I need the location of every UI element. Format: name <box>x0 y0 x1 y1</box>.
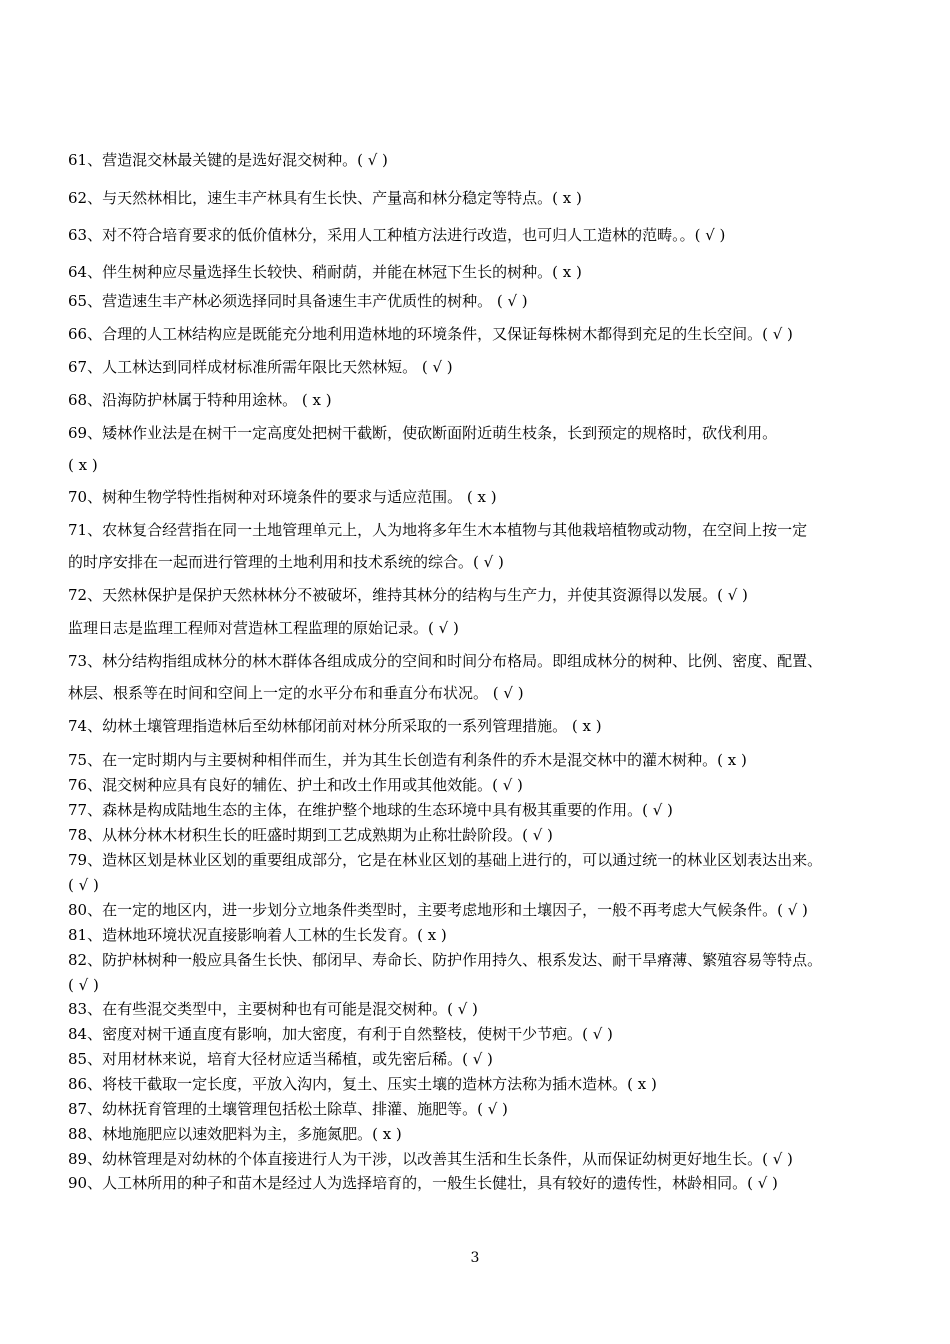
statement-line: 84、密度对树干通直度有影响，加大密度，有利于自然整枝，使树干少节疤。( √ ) <box>68 1025 613 1043</box>
statement-line: 87、幼林抚育管理的土壤管理包括松土除草、排灌、施肥等。( √ ) <box>68 1100 508 1118</box>
statement-line: 70、树种生物学特性指树种对环境条件的要求与适应范围。 ( x ) <box>68 488 497 506</box>
statement-line: 68、沿海防护林属于特种用途林。 ( x ) <box>68 391 332 409</box>
statement-line: 林层、根系等在时间和空间上一定的水平分布和垂直分布状况。 ( √ ) <box>68 684 524 702</box>
statement-line: 77、森林是构成陆地生态的主体，在维护整个地球的生态环境中具有极其重要的作用。( √ ) <box>68 801 673 819</box>
statement-line: 71、农林复合经营指在同一土地管理单元上，人为地将多年生木本植物与其他栽培植物或动物，在空间上按一定 <box>68 521 808 539</box>
statement-line: 64、伴生树种应尽量选择生长较快、稍耐荫，并能在林冠下生长的树种。( x ) <box>68 263 582 281</box>
statement-line: 78、从林分林木材积生长的旺盛时期到工艺成熟期为止称壮龄阶段。( √ ) <box>68 826 553 844</box>
statement-line: 73、林分结构指组成林分的林木群体各组成成分的空间和时间分布格局。即组成林分的树种、比例、密度、配置、 <box>68 652 823 670</box>
statement-line: 72、天然林保护是保护天然林林分不被破坏，维持其林分的结构与生产力，并使其资源得以发展。( √ ) <box>68 586 748 604</box>
statement-line: 89、幼林管理是对幼林的个体直接进行人为干涉，以改善其生活和生长条件，从而保证幼树更好地生长。( √ ) <box>68 1150 793 1168</box>
statement-line: 85、对用材林来说，培育大径材应适当稀植，或先密后稀。( √ ) <box>68 1050 493 1068</box>
statement-line: 监理日志是监理工程师对营造林工程监理的原始记录。( √ ) <box>68 619 459 637</box>
statement-line: 79、造林区划是林业区划的重要组成部分，它是在林业区划的基础上进行的，可以通过统一的林业区划表达出来。 <box>68 851 823 869</box>
statement-line: 的时序安排在一起而进行管理的土地利用和技术系统的综合。( √ ) <box>68 553 504 571</box>
statement-line: ( x ) <box>68 456 98 474</box>
statement-line: 76、混交树种应具有良好的辅佐、护土和改土作用或其他效能。( √ ) <box>68 776 523 794</box>
statement-line: ( √ ) <box>68 976 99 994</box>
page-number: 3 <box>470 1250 480 1266</box>
statement-line: 83、在有些混交类型中，主要树种也有可能是混交树种。( √ ) <box>68 1000 478 1018</box>
statement-line: 75、在一定时期内与主要树种相伴而生，并为其生长创造有利条件的乔木是混交林中的灌木树种。( x ) <box>68 751 747 769</box>
statement-line: 74、幼林土壤管理指造林后至幼林郁闭前对林分所采取的一系列管理措施。 ( x ) <box>68 717 602 735</box>
statement-line: 69、矮林作业法是在树干一定高度处把树干截断，使砍断面附近萌生枝条，长到预定的规格时，砍伐利用。 <box>68 424 778 442</box>
statement-line: 63、对不符合培育要求的低价值林分，采用人工种植方法进行改造，也可归人工造林的范畴。。( √ ) <box>68 226 726 244</box>
statement-line: 82、防护林树种一般应具备生长快、郁闭早、寿命长、防护作用持久、根系发达、耐干旱瘠薄、繁殖容易等特点。 <box>68 951 823 969</box>
statement-line: 61、营造混交林最关键的是选好混交树种。( √ ) <box>68 151 388 169</box>
statement-line: 88、林地施肥应以速效肥料为主，多施氮肥。( x ) <box>68 1125 402 1143</box>
statement-line: 65、营造速生丰产林必须选择同时具备速生丰产优质性的树种。 ( √ ) <box>68 292 528 310</box>
statement-line: 66、合理的人工林结构应是既能充分地利用造林地的环境条件，又保证每株树木都得到充足的生长空间。( √ ) <box>68 325 793 343</box>
statement-line: 90、人工林所用的种子和苗木是经过人为选择培育的，一般生长健壮，具有较好的遗传性，林龄相同。( √ ) <box>68 1174 778 1192</box>
statement-line: ( √ ) <box>68 876 99 894</box>
statement-line: 80、在一定的地区内，进一步划分立地条件类型时，主要考虑地形和土壤因子，一般不再考虑大气候条件。( √ ) <box>68 901 808 919</box>
statement-line: 67、人工林达到同样成材标准所需年限比天然林短。 ( √ ) <box>68 358 453 376</box>
statement-line: 81、造林地环境状况直接影响着人工林的生长发育。( x ) <box>68 926 447 944</box>
statement-line: 86、将枝干截取一定长度，平放入沟内，复土、压实土壤的造林方法称为插木造林。( x ) <box>68 1075 657 1093</box>
statement-line: 62、与天然林相比，速生丰产林具有生长快、产量高和林分稳定等特点。( x ) <box>68 189 582 207</box>
